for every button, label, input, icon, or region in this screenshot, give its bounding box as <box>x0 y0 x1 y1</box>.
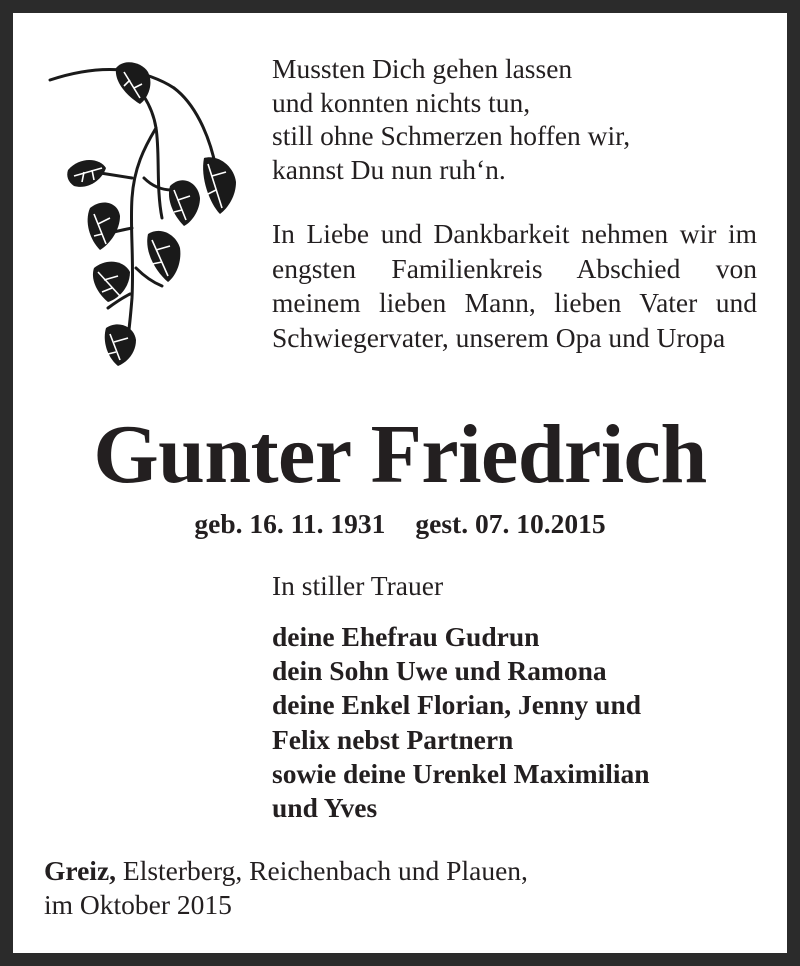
mourner-line: sowie deine Urenkel Maximilian <box>272 757 650 789</box>
poem-line: und konnten nichts tun, <box>272 86 531 118</box>
place-rest: Elsterberg, Reichenbach und Plauen, <box>116 855 528 886</box>
farewell-paragraph: In Liebe und Dankbarkeit nehmen wir im engsten Familienkreis Abschied von meinem lieben Mann, lieben Vater und Schwiegervater, unserem Opa und Uropa <box>272 218 757 353</box>
memorial-poem <box>272 52 762 186</box>
poem-line: still ohne Schmerzen hoffen wir, <box>272 120 631 151</box>
mourners-list <box>272 620 650 825</box>
death-date: gest. 07. 10.2015 <box>415 508 606 539</box>
poem-line: Mussten Dich gehen lassen <box>272 53 573 84</box>
mourner-line: deine Enkel Florian, Jenny und <box>272 689 642 721</box>
poem-line: kannst Du nun ruh‘n. <box>272 153 506 185</box>
deceased-name: Gunter Friedrich <box>93 408 707 501</box>
birth-date: geb. 16. 11. 1931 <box>194 508 386 539</box>
place-main: Greiz, <box>44 855 117 886</box>
mourner-line: deine Ehefrau Gudrun <box>272 621 540 652</box>
mourning-heading: In stiller Trauer <box>272 570 444 601</box>
mourner-line: und Yves <box>272 792 378 824</box>
birch-leaves-branch-icon <box>44 58 254 378</box>
mourner-line: dein Sohn Uwe und Ramona <box>272 655 607 687</box>
mourner-line: Felix nebst Partnern <box>272 723 514 755</box>
life-dates <box>0 507 800 541</box>
notice-date: im Oktober 2015 <box>44 889 232 920</box>
place-and-date <box>44 854 528 922</box>
